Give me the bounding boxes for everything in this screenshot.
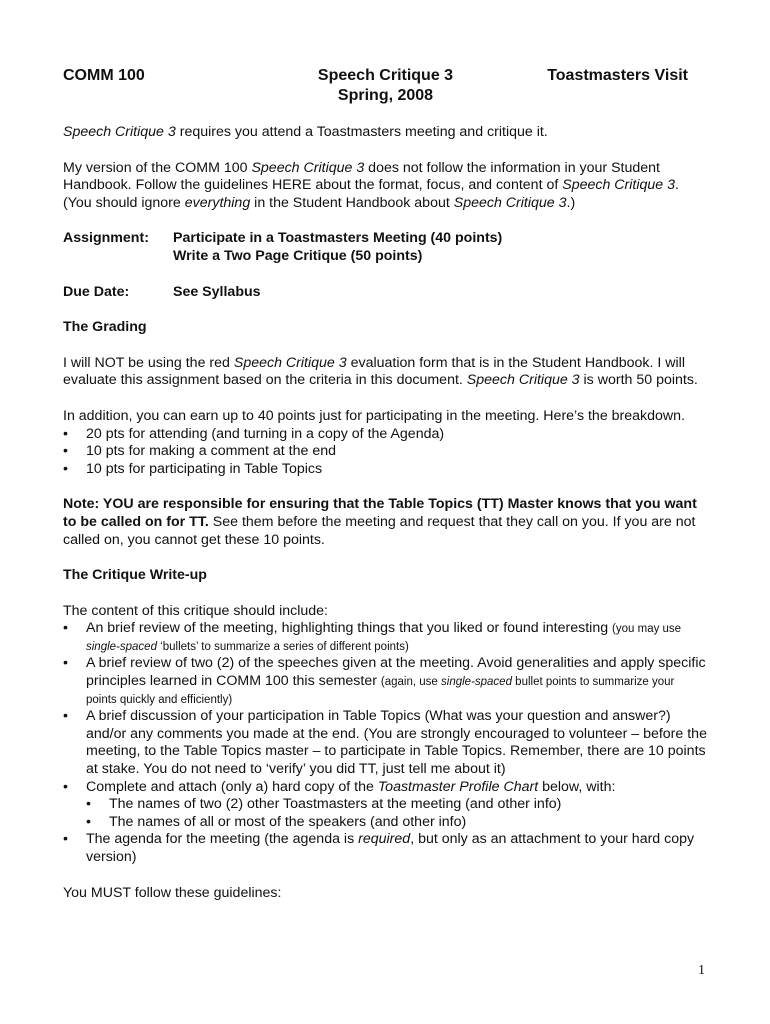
writeup-list xyxy=(63,620,708,866)
em: everything xyxy=(184,194,251,211)
text: below, with: xyxy=(538,778,616,795)
list-item: • 10 pts for participating in Table Topics xyxy=(63,461,708,479)
document-page xyxy=(63,66,708,902)
page-number: 1 xyxy=(698,963,705,978)
text: , but only as an attachment to your hard copy version) xyxy=(86,831,695,865)
em: Speech Critique 3 xyxy=(562,177,676,194)
sub-list-item: • The names of two (2) other Toastmasters at the meeting (and other info) xyxy=(86,796,708,814)
text: (you may use xyxy=(612,623,682,636)
list-item: • A brief discussion of your participation in Table Topics (What was your question and answer?) and/or any comments you made at the end. (You are strongly encouraged to volunteer – before the meeting, to the Table Topics master – to participate in Table Topics. Remember, there are 10 points at stake. You do not need to ‘verify’ you did TT, just tell me about it) xyxy=(63,708,708,778)
list-item xyxy=(63,620,708,655)
assignment-line-2: Write a Two Page Critique (50 points) xyxy=(173,247,423,264)
assignment-values xyxy=(173,230,502,265)
text: evaluation form that is in the Student Handbook. I will evaluate this assignment based on the criteria in this document. xyxy=(63,354,685,389)
em: required xyxy=(358,831,411,848)
text: bullet points to summarize your points quickly and efficiently) xyxy=(86,676,675,706)
text: . (You should ignore xyxy=(63,177,679,211)
points-list xyxy=(63,426,708,479)
list-item: • 10 pts for making a comment at the end xyxy=(63,443,708,461)
em: single-spaced xyxy=(441,676,512,689)
assignment-label: Assignment: xyxy=(63,230,149,247)
note-bold: Note: YOU are responsible for ensuring that the Table Topics (TT) Master knows that you want to be called on for TT. xyxy=(63,496,697,530)
document-title: Speech Critique 3 xyxy=(317,67,454,84)
closing-line: You MUST follow these guidelines: xyxy=(63,884,282,901)
document-header xyxy=(63,66,708,108)
text: does not follow the information in your Student Handbook. Follow the guidelines HERE about the format, focus, and content of xyxy=(63,159,660,194)
text: .) xyxy=(566,194,576,211)
text: in the Student Handbook about xyxy=(250,194,454,211)
due-date-label: Due Date: xyxy=(63,283,130,300)
em: Toastmaster Profile Chart xyxy=(377,778,539,795)
list-item xyxy=(63,779,708,832)
intro-em: Speech Critique 3 xyxy=(63,124,176,140)
list-item xyxy=(63,655,708,708)
text: I will NOT be using the red xyxy=(63,354,234,371)
em: single-spaced xyxy=(86,640,157,653)
grading-paragraph-1 xyxy=(63,355,708,390)
course-code: COMM 100 xyxy=(63,67,145,84)
grading-paragraph-2: In addition, you can earn up to 40 points just for participating in the meeting. Here’s the breakdown. xyxy=(63,407,686,424)
text: The agenda for the meeting (the agenda is xyxy=(86,831,359,848)
due-date-block xyxy=(63,284,708,302)
writeup-intro: The content of this critique should include: xyxy=(63,602,328,619)
header-right-title: Toastmasters Visit xyxy=(547,67,688,84)
sub-list xyxy=(86,796,708,831)
text: (again, use xyxy=(380,676,442,689)
note-paragraph xyxy=(63,496,708,549)
term: Spring, 2008 xyxy=(337,87,434,104)
assignment-block xyxy=(63,230,708,265)
sub-list-item: • The names of all or most of the speakers (and other info) xyxy=(86,814,708,832)
intro-text: requires you attend a Toastmasters meeting and critique it. xyxy=(175,124,548,140)
note-text: See them before the meeting and request that they call on you. If you are not called on, you cannot get these 10 points. xyxy=(63,513,696,548)
writeup-heading: The Critique Write-up xyxy=(63,567,207,584)
text: ‘bullets’ to summarize a series of different points) xyxy=(156,640,409,653)
list-item xyxy=(63,831,708,866)
due-date-value: See Syllabus xyxy=(173,283,261,300)
text: A brief review of two (2) of the speeches given at the meeting. Avoid generalities and apply specific principles learned in COMM 100 this semester xyxy=(86,655,706,690)
text: My version of the COMM 100 xyxy=(63,159,252,176)
list-item: • 20 pts for attending (and turning in a copy of the Agenda) xyxy=(63,426,708,444)
text: Complete and attach (only a) hard copy of the xyxy=(86,778,378,795)
intro-paragraph-2 xyxy=(63,160,708,213)
assignment-line-1: Participate in a Toastmasters Meeting (40 points) xyxy=(173,230,503,247)
em: Speech Critique 3 xyxy=(233,354,347,371)
intro-paragraph-1 xyxy=(63,124,708,142)
text: An brief review of the meeting, highlighting things that you liked or found interesting xyxy=(86,620,613,637)
em: Speech Critique 3 xyxy=(453,194,567,211)
em: Speech Critique 3 xyxy=(466,372,580,389)
text: is worth 50 points. xyxy=(579,372,698,389)
em: Speech Critique 3 xyxy=(251,159,365,176)
grading-heading: The Grading xyxy=(63,319,147,336)
